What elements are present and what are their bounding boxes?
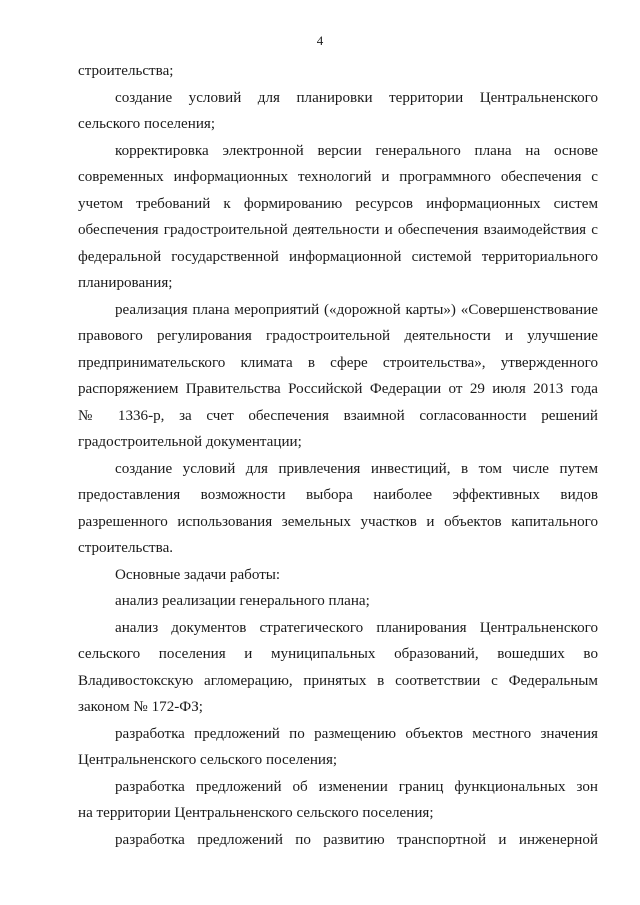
text-line: градостроительной документации; — [78, 434, 302, 450]
text-line: предпринимательского климата в сфере строительства», утвержденного — [78, 354, 598, 371]
text-line: обеспечения градостроительной деятельности и обеспечения взаимодействия с — [78, 222, 598, 238]
text-line: предоставления возможности выбора наиболее эффективных видов — [78, 487, 598, 503]
text-line: строительства; — [78, 63, 174, 79]
document-body — [78, 58, 598, 853]
text-line: корректировка электронной версии генерального плана на основе — [115, 142, 598, 159]
text-line: создание условий для планировки территории Центральненского — [115, 89, 598, 106]
text-line: правового регулирования градостроительной деятельности и улучшение — [78, 328, 598, 344]
text-line: распоряжением Правительства Российской Федерации от 29 июля 2013 года — [78, 381, 598, 397]
text-line: № 1336-р, за счет обеспечения взаимной согласованности решений — [78, 407, 598, 424]
text-line: создание условий для привлечения инвестиций, в том числе путем — [115, 460, 598, 477]
text-line: строительства. — [78, 540, 174, 556]
document-text — [78, 58, 598, 853]
text-line: сельского поселения; — [78, 116, 216, 132]
text-line: современных информационных технологий и программного обеспечения с — [78, 169, 598, 185]
text-line: Основные задачи работы: — [115, 566, 281, 583]
text-line: законом № 172-ФЗ; — [78, 699, 203, 715]
text-line: на территории Центральненского сельского поселения; — [78, 805, 434, 821]
text-line: разработка предложений по развитию транспортной и инженерной — [115, 831, 598, 848]
text-line: Владивостокскую агломерацию, принятых в соответствии с Федеральным — [78, 672, 598, 689]
text-line: анализ реализации генерального плана; — [115, 593, 370, 609]
text-line: анализ документов стратегического планирования Центральненского — [115, 619, 598, 636]
text-line: учетом требований к формированию ресурсов информационных систем — [78, 195, 598, 212]
page-number: 4 — [316, 33, 324, 48]
text-line: федеральной государственной информационной системой территориального — [78, 248, 598, 265]
text-line: реализация плана мероприятий («дорожной карты») «Совершенствование — [115, 301, 598, 318]
text-line: планирования; — [78, 275, 173, 291]
text-line: разработка предложений по размещению объектов местного значения — [115, 725, 598, 742]
text-line: сельского поселения и муниципальных образований, вошедших во — [78, 646, 598, 662]
text-line: разрешенного использования земельных участков и объектов капитального — [78, 513, 598, 530]
text-line: разработка предложений об изменении границ функциональных зон — [115, 778, 598, 795]
text-line: Центральненского сельского поселения; — [78, 752, 338, 768]
